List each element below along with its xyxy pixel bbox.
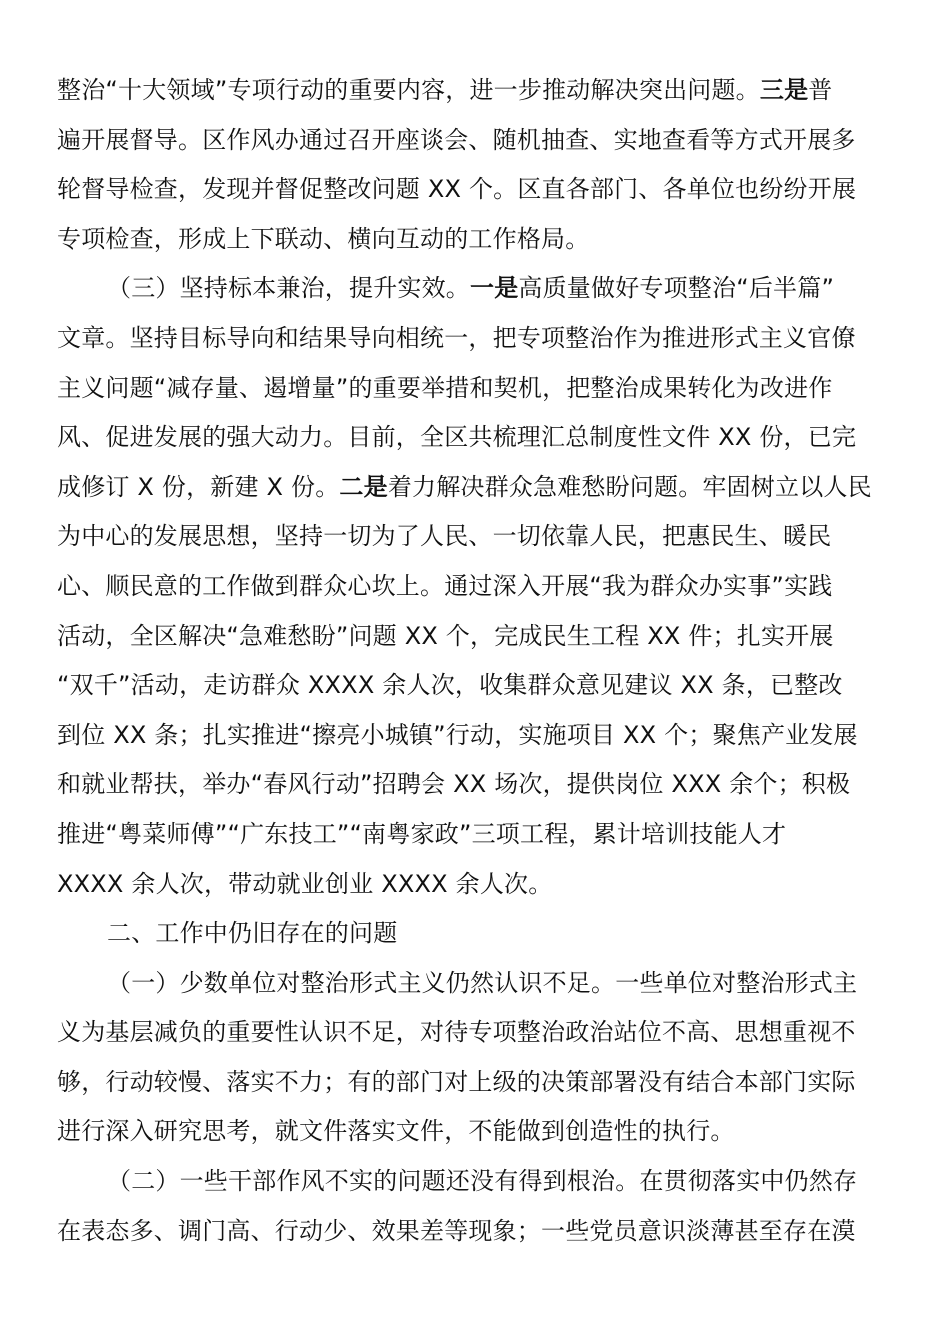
text-segment: 着力解决群众急难愁盼问题。牢固树立以人民 (387, 472, 872, 501)
text-segment: 到位 XX 条；扎实推进“擦亮小城镇”行动，实施项目 XX 个；聚焦产业发展 (57, 720, 858, 749)
text-segment: （一）少数单位对整治形式主义仍然认识不足。一些单位对整治形式主 (107, 968, 858, 997)
bold-marker: 三是 (759, 76, 809, 104)
text-segment: 成修订 X 份，新建 X 份。 (57, 472, 340, 501)
text-segment: 轮督导检查，发现并督促整改问题 XX 个。区直各部门、各单位也纷纷开展 (57, 175, 857, 204)
text-segment: 文章。坚持目标导向和结果导向相统一，把专项整治作为推进形式主义官僚 (57, 323, 856, 352)
text-line (57, 810, 893, 860)
text-segment: （二）一些干部作风不实的问题还没有得到根治。在贯彻落实中仍然存 (107, 1167, 858, 1196)
text-segment: 够，行动较慢、落实不力；有的部门对上级的决策部署没有结合本部门实际 (57, 1067, 856, 1096)
text-segment: 活动，全区解决“急难愁盼”问题 XX 个，完成民生工程 XX 件；扎实开展 (57, 621, 834, 650)
document-body (57, 66, 893, 1256)
text-segment: 推进“粤菜师傅”“广东技工”“南粤家政”三项工程，累计培训技能人才 (57, 819, 787, 848)
text-line (57, 264, 893, 314)
text-segment: （三）坚持标本兼治，提升实效。 (107, 274, 470, 303)
bold-marker: 二是 (339, 472, 388, 501)
text-line (57, 165, 893, 215)
text-line (57, 760, 893, 810)
text-segment: 主义问题“减存量、遏增量”的重要举措和契机，把整治成果转化为改进作 (57, 373, 833, 402)
text-segment: “双千”活动，走访群众 XXXX 余人次，收集群众意见建议 XX 条，已整改 (57, 671, 843, 700)
document-page (57, 66, 893, 1256)
bold-marker: 一是 (470, 274, 519, 303)
text-segment: 为中心的发展思想，坚持一切为了人民、一切依靠人民，把惠民生、暖民 (57, 522, 832, 551)
text-line (57, 1058, 893, 1108)
text-line (57, 959, 893, 1009)
text-segment: 义为基层减负的重要性认识不足，对待专项整治政治站位不高、思想重视不 (57, 1018, 856, 1047)
text-segment: XXXX 余人次，带动就业创业 XXXX 余人次。 (57, 869, 553, 898)
text-line (57, 364, 893, 414)
text-line (57, 314, 893, 364)
text-segment: 整治“十大领域”专项行动的重要内容，进一步推动解决突出问题。 (57, 76, 760, 104)
text-segment: 二、工作中仍旧存在的问题 (107, 919, 398, 948)
text-line (57, 215, 893, 265)
text-line (57, 860, 893, 910)
text-line (57, 661, 893, 711)
text-line (57, 66, 893, 116)
text-segment: 风、促进发展的强大动力。目前，全区共梳理汇总制度性文件 XX 份，已完 (57, 423, 857, 452)
text-segment: 专项检查，形成上下联动、横向互动的工作格局。 (57, 224, 590, 253)
text-line (57, 1157, 893, 1207)
text-line (57, 1008, 893, 1058)
text-segment: 在表态多、调门高、行动少、效果差等现象；一些党员意识淡薄甚至存在漠 (57, 1216, 856, 1245)
text-line (57, 116, 893, 166)
text-line (57, 1107, 893, 1157)
text-segment: 高质量做好专项整治“后半篇” (518, 274, 835, 303)
text-segment: 进行深入研究思考，就文件落实文件，不能做到创造性的执行。 (57, 1117, 735, 1146)
text-line (57, 1207, 893, 1257)
text-segment: 普 (808, 76, 833, 104)
text-segment: 遍开展督导。区作风办通过召开座谈会、随机抽查、实地查看等方式开展多 (57, 125, 856, 154)
text-line (57, 562, 893, 612)
text-line (57, 612, 893, 662)
text-segment: 心、顺民意的工作做到群众心坎上。通过深入开展“我为群众办实事”实践 (57, 571, 833, 600)
text-line (57, 711, 893, 761)
text-line (57, 463, 893, 513)
text-segment: 和就业帮扶，举办“春风行动”招聘会 XX 场次，提供岗位 XXX 余个；积极 (57, 770, 851, 799)
text-line (57, 909, 893, 959)
text-line (57, 512, 893, 562)
text-line (57, 413, 893, 463)
